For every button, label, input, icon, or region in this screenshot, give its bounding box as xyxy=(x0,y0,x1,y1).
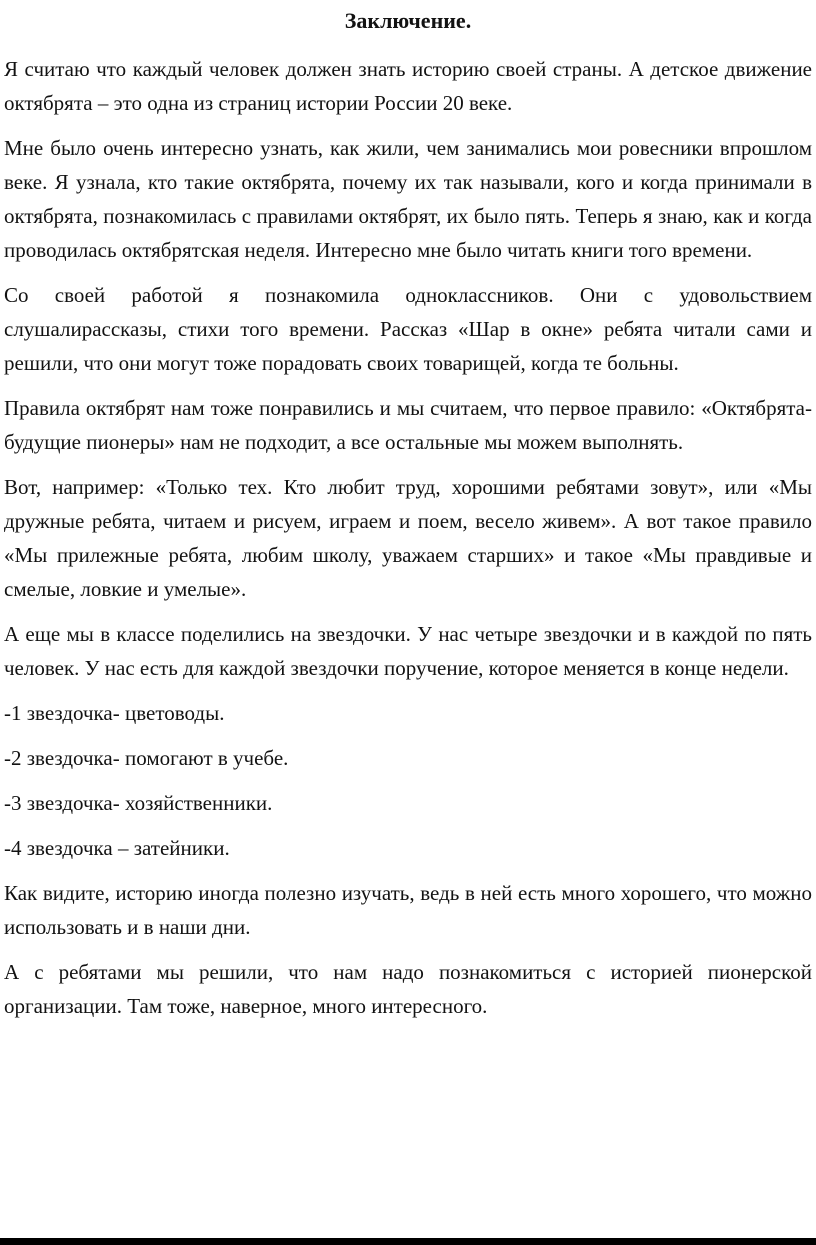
document-body xyxy=(4,52,812,1023)
paragraph: Как видите, историю иногда полезно изучать, ведь в ней есть много хорошего, что можно использовать и в наши дни. xyxy=(4,881,812,939)
paragraph: Правила октябрят нам тоже понравились и мы считаем, что первое правило: «Октябрята- будущие пионеры» нам не подходит, а все остальные мы можем выполнять. xyxy=(4,396,812,454)
paragraph: Я считаю что каждый человек должен знать историю своей страны. А детское движение октябрята – это одна из страниц истории России 20 веке. xyxy=(4,57,812,115)
paragraph: Вот, например: «Только тех. Кто любит труд, хорошими ребятами зовут», или «Мы дружные ребята, читаем и рисуем, играем и поем, весело живем». А вот такое правило «Мы прилежные ребята, любим школу, уважаем старших» и такое «Мы правдивые и смелые, ловкие и умелые». xyxy=(4,475,812,601)
paragraph: Мне было очень интересно узнать, как жили, чем занимались мои ровесники впрошлом веке. Я узнала, кто такие октябрята, почему их так называли, кого и когда принимали в октябрята, познакомилась с правилами октябрят, их было пять. Теперь я знаю, как и когда проводилась октябрятская неделя. Интересно мне было читать книги того времени. xyxy=(4,136,812,262)
paragraph: А с ребятами мы решили, что нам надо познакомиться с историей пионерской организации. Там тоже, наверное, много интересного. xyxy=(4,960,812,1018)
paragraph: -1 звездочка- цветоводы. xyxy=(4,701,225,725)
paragraph: -2 звездочка- помогают в учебе. xyxy=(4,746,289,770)
document-title: Заключение. xyxy=(344,8,472,33)
paragraph: -4 звездочка – затейники. xyxy=(4,836,230,860)
paragraph: -3 звездочка- хозяйственники. xyxy=(4,791,273,815)
bottom-bar xyxy=(0,1238,816,1245)
paragraph: Со своей работой я познакомила одноклассников. Они с удовольствием слушалирассказы, стихи того времени. Рассказ «Шар в окне» ребята читали сами и решили, что они могут тоже порадовать своих товарищей, когда те больны. xyxy=(4,283,812,375)
paragraph: А еще мы в классе поделились на звездочки. У нас четыре звездочки и в каждой по пять человек. У нас есть для каждой звездочки поручение, которое меняется в конце недели. xyxy=(4,622,812,680)
